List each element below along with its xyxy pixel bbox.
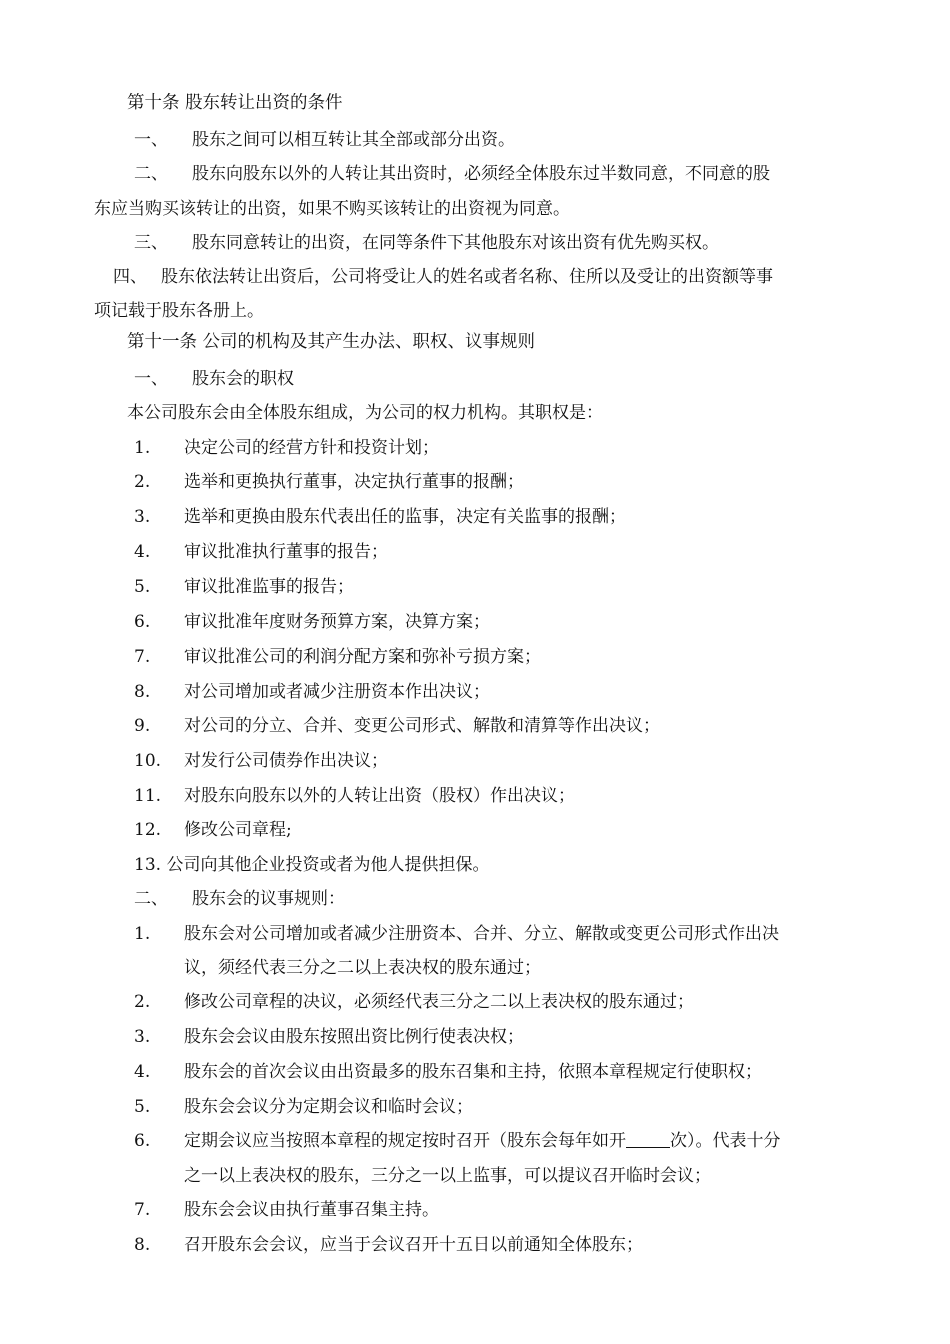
article-10-heading: 第十条 股东转让出资的条件 bbox=[127, 93, 343, 113]
list-item-text: 选举和更换执行董事，决定执行董事的报酬； bbox=[184, 472, 524, 492]
list-item-number: 1. bbox=[134, 924, 151, 944]
list-item-text: 决定公司的经营方针和投资计划； bbox=[184, 438, 439, 458]
list-item-text: 股东会的首次会议由出资最多的股东召集和主持，依照本章程规定行使职权； bbox=[184, 1062, 762, 1082]
list-item-text: 修改公司章程; bbox=[184, 820, 292, 840]
list-item-number: 9. bbox=[134, 716, 151, 736]
list-item-number: 2. bbox=[134, 992, 151, 1012]
list-item-text: 选举和更换由股东代表出任的监事，决定有关监事的报酬； bbox=[184, 507, 626, 527]
list-item-number: 2. bbox=[134, 472, 151, 492]
list-item-text: 召开股东会会议，应当于会议召开十五日以前通知全体股东； bbox=[184, 1235, 643, 1255]
item-number: 二、 bbox=[134, 164, 168, 184]
section-number: 一、 bbox=[134, 369, 168, 389]
paragraph-text: 股东同意转让的出资，在同等条件下其他股东对该出资有优先购买权。 bbox=[192, 233, 719, 253]
list-item-text: 股东会对公司增加或者减少注册资本、合并、分立、解散或变更公司形式作出决 bbox=[184, 924, 779, 944]
list-item-number: 1. bbox=[134, 438, 151, 458]
paragraph-text: 东应当购买该转让的出资，如果不购买该转让的出资视为同意。 bbox=[94, 199, 570, 219]
list-item-number: 12. bbox=[134, 820, 162, 840]
list-item-number: 8. bbox=[134, 1235, 151, 1255]
list-item-number: 6. bbox=[134, 612, 151, 632]
list-item-number: 4. bbox=[134, 1062, 151, 1082]
list-item-text: 股东会会议分为定期会议和临时会议； bbox=[184, 1097, 473, 1117]
section-title: 股东会的职权 bbox=[192, 369, 294, 389]
list-item-text: 审议批准年度财务预算方案，决算方案； bbox=[184, 612, 490, 632]
list-item-number: 10. bbox=[134, 751, 162, 771]
item-number: 一、 bbox=[134, 130, 168, 150]
list-item-text: 审议批准公司的利润分配方案和弥补亏损方案； bbox=[184, 647, 541, 667]
list-item-text: 审议批准监事的报告； bbox=[184, 577, 354, 597]
list-item-text: 修改公司章程的决议，必须经代表三分之二以上表决权的股东通过； bbox=[184, 992, 694, 1012]
article-11-heading: 第十一条 公司的机构及其产生办法、职权、议事规则 bbox=[127, 332, 536, 352]
list-item-text: 之一以上表决权的股东，三分之一以上监事，可以提议召开临时会议； bbox=[184, 1166, 711, 1186]
fill-in-blank[interactable] bbox=[626, 1131, 670, 1148]
item-number: 三、 bbox=[134, 233, 168, 253]
section-title: 股东会的议事规则： bbox=[192, 889, 345, 909]
list-item-number: 6. bbox=[134, 1131, 151, 1151]
list-item-number: 4. bbox=[134, 542, 151, 562]
paragraph-text: 股东向股东以外的人转让其出资时，必须经全体股东过半数同意，不同意的股 bbox=[192, 164, 770, 184]
list-item-number: 11. bbox=[134, 786, 162, 806]
rule-6-text-a: 定期会议应当按照本章程的规定按时召开（股东会每年如开 bbox=[184, 1131, 626, 1151]
list-item-number: 5. bbox=[134, 577, 151, 597]
list-item-number: 3. bbox=[134, 1027, 151, 1047]
list-item-number: 7. bbox=[134, 647, 151, 667]
section-number: 二、 bbox=[134, 889, 168, 909]
rule-6-text-b: 次）。代表十分 bbox=[670, 1131, 781, 1151]
list-item-number: 5. bbox=[134, 1097, 151, 1117]
list-item-text: 对股东向股东以外的人转让出资（股权）作出决议； bbox=[184, 786, 575, 806]
item-number: 四、 bbox=[113, 267, 147, 287]
paragraph-text: 股东依法转让出资后，公司将受让人的姓名或者名称、住所以及受让的出资额等事 bbox=[161, 267, 773, 287]
list-item-text: 对公司增加或者减少注册资本作出决议； bbox=[184, 682, 490, 702]
list-item-number: 7. bbox=[134, 1200, 151, 1220]
list-item-text: 议，须经代表三分之二以上表决权的股东通过； bbox=[184, 958, 541, 978]
paragraph-text: 项记载于股东各册上。 bbox=[94, 301, 264, 321]
list-item-text: 对发行公司债券作出决议； bbox=[184, 751, 388, 771]
list-item-number: 8. bbox=[134, 682, 151, 702]
paragraph-text: 股东之间可以相互转让其全部或部分出资。 bbox=[192, 130, 515, 150]
list-item-text: 股东会会议由股东按照出资比例行使表决权； bbox=[184, 1027, 524, 1047]
list-item-text: 股东会会议由执行董事召集主持。 bbox=[184, 1200, 439, 1220]
list-item-number: 3. bbox=[134, 507, 151, 527]
list-item-text: 13. 公司向其他企业投资或者为他人提供担保。 bbox=[134, 855, 490, 875]
paragraph-text: 本公司股东会由全体股东组成，为公司的权力机构。其职权是： bbox=[127, 403, 603, 423]
list-item-text: 对公司的分立、合并、变更公司形式、解散和清算等作出决议； bbox=[184, 716, 660, 736]
list-item-text: 审议批准执行董事的报告； bbox=[184, 542, 388, 562]
list-item-text bbox=[184, 1129, 781, 1153]
